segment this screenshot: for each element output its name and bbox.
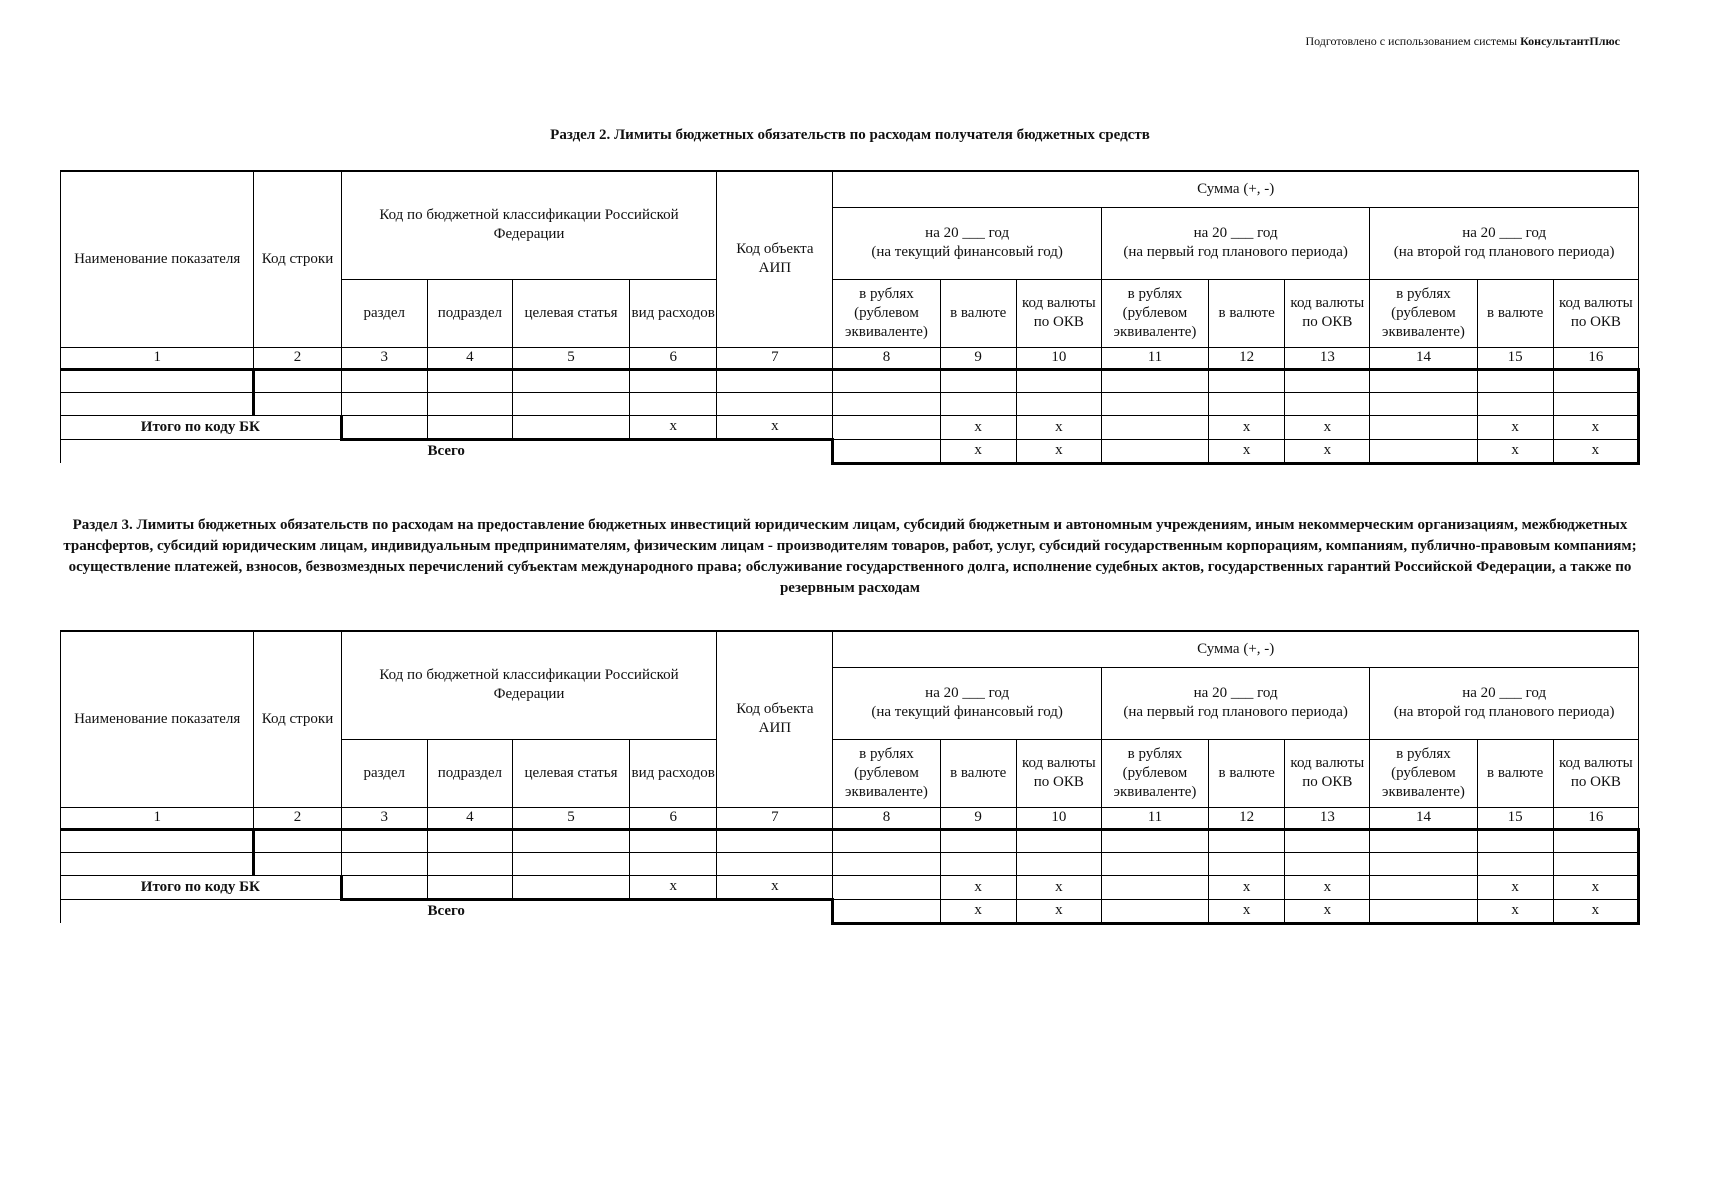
x-mark: x — [1016, 875, 1101, 899]
x-mark: x — [1209, 875, 1285, 899]
name-cell — [61, 829, 254, 852]
x-mark: x — [1553, 439, 1638, 463]
data-cell[interactable] — [630, 369, 717, 392]
column-number: 7 — [717, 347, 833, 369]
year-sub-header: код валюты по ОКВ — [1553, 279, 1638, 347]
data-cell[interactable] — [1016, 852, 1101, 875]
data-cell[interactable] — [833, 875, 940, 899]
data-cell[interactable] — [833, 899, 940, 923]
table-row — [61, 392, 1639, 415]
column-number: 9 — [940, 807, 1016, 829]
data-cell[interactable] — [427, 415, 512, 439]
column-number: 5 — [512, 347, 629, 369]
data-cell[interactable] — [1285, 392, 1370, 415]
table-row — [61, 852, 1639, 875]
note-brand: КонсультантПлюс — [1520, 34, 1620, 48]
bk-sub-header: целевая статья — [512, 739, 629, 807]
data-cell[interactable] — [427, 852, 512, 875]
data-cell[interactable] — [1016, 829, 1101, 852]
data-cell[interactable] — [1477, 852, 1553, 875]
x-mark: x — [940, 875, 1016, 899]
total-bk-label: Итого по коду БК — [61, 415, 342, 439]
data-cell[interactable] — [940, 852, 1016, 875]
column-number: 10 — [1016, 347, 1101, 369]
year-sub-header: в валюте — [1477, 279, 1553, 347]
column-number: 10 — [1016, 807, 1101, 829]
column-number: 14 — [1370, 807, 1477, 829]
total-row — [61, 439, 1639, 463]
x-mark: x — [1553, 899, 1638, 923]
data-cell[interactable] — [341, 369, 427, 392]
data-cell[interactable] — [512, 415, 629, 439]
column-number: 3 — [341, 807, 427, 829]
section-2-table — [60, 170, 1640, 465]
data-cell[interactable] — [1553, 852, 1638, 875]
data-cell[interactable] — [1553, 369, 1638, 392]
x-mark: x — [940, 899, 1016, 923]
year-sub-header: в валюте — [940, 279, 1016, 347]
column-number: 11 — [1101, 347, 1208, 369]
year-header-3: на 20 ___ год (на второй год планового периода) — [1370, 207, 1639, 279]
bk-sub-header: целевая статья — [512, 279, 629, 347]
column-number: 15 — [1477, 807, 1553, 829]
data-cell[interactable] — [254, 852, 341, 875]
column-number: 8 — [833, 807, 940, 829]
x-mark: x — [1285, 415, 1370, 439]
name-cell — [61, 392, 254, 415]
aip-header: Код объекта АИП — [717, 171, 833, 347]
data-cell[interactable] — [341, 852, 427, 875]
data-cell[interactable] — [940, 829, 1016, 852]
section-3-title: Раздел 3. Лимиты бюджетных обязательств по расходам на предоставление бюджетных инвестиций юридическим лицам, субсидий бюджетным и автономным учреждениям, иным некоммерческим организациям, межбюджетных трансфертов, субсидий юридическим лицам, индивидуальным предпринимателям, физическим лицам - производителям товаров, работ, услуг, субсидий государственным корпорациям, компаниям, публично-правовым компаниям; осуществление платежей, взносов, безвозмездных перечислений субъектам международного права; обслуживание государственного долга, исполнение судебных актов, государственных гарантий Российской Федерации, а также по резервным расходам — [63, 517, 1637, 596]
year-sub-header: код валюты по ОКВ — [1016, 739, 1101, 807]
data-cell[interactable] — [1370, 392, 1477, 415]
data-cell[interactable] — [1101, 392, 1208, 415]
column-number: 15 — [1477, 347, 1553, 369]
data-cell[interactable] — [512, 852, 629, 875]
total-bk-label: Итого по коду БК — [61, 875, 342, 899]
total-label: Всего — [61, 439, 833, 463]
data-cell[interactable] — [1209, 369, 1285, 392]
data-cell[interactable] — [254, 369, 341, 392]
data-cell[interactable] — [1285, 829, 1370, 852]
sum-header: Сумма (+, -) — [833, 171, 1639, 207]
data-cell[interactable] — [341, 392, 427, 415]
data-cell[interactable] — [1477, 829, 1553, 852]
year-sub-header: код валюты по ОКВ — [1285, 739, 1370, 807]
data-cell[interactable] — [940, 369, 1016, 392]
bk-sub-header: подраздел — [427, 739, 512, 807]
column-number: 6 — [630, 807, 717, 829]
data-cell[interactable] — [341, 875, 427, 899]
x-mark: x — [717, 415, 833, 439]
column-number: 3 — [341, 347, 427, 369]
data-cell[interactable] — [1370, 369, 1477, 392]
column-number: 16 — [1553, 347, 1638, 369]
data-cell[interactable] — [1101, 369, 1208, 392]
x-mark: x — [1477, 439, 1553, 463]
x-mark: x — [1285, 875, 1370, 899]
data-cell[interactable] — [833, 829, 940, 852]
section-2-title: Раздел 2. Лимиты бюджетных обязательств по расходам получателя бюджетных средств — [550, 127, 1150, 143]
x-mark: x — [1553, 415, 1638, 439]
data-cell[interactable] — [1209, 392, 1285, 415]
data-cell[interactable] — [833, 852, 940, 875]
data-cell[interactable] — [427, 369, 512, 392]
x-mark: x — [940, 439, 1016, 463]
column-number: 1 — [61, 347, 254, 369]
data-cell[interactable] — [254, 829, 341, 852]
year-header-3: на 20 ___ год (на второй год планового периода) — [1370, 667, 1639, 739]
data-cell[interactable] — [630, 852, 717, 875]
data-cell[interactable] — [1209, 852, 1285, 875]
data-cell[interactable] — [1370, 852, 1477, 875]
data-cell[interactable] — [1370, 439, 1477, 463]
data-cell[interactable] — [833, 369, 940, 392]
data-cell[interactable] — [1101, 829, 1208, 852]
name-cell — [61, 852, 254, 875]
x-mark: x — [1209, 899, 1285, 923]
x-mark: x — [1285, 439, 1370, 463]
x-mark: x — [1477, 875, 1553, 899]
x-mark: x — [1553, 875, 1638, 899]
data-cell[interactable] — [717, 392, 833, 415]
total-bk-row — [61, 875, 1639, 899]
x-mark: x — [1209, 439, 1285, 463]
data-cell[interactable] — [1016, 392, 1101, 415]
x-mark: x — [940, 415, 1016, 439]
table-row — [61, 829, 1639, 852]
bk-sub-header: вид расходов — [630, 279, 717, 347]
consultant-plus-note — [1305, 34, 1620, 49]
data-cell[interactable] — [1370, 899, 1477, 923]
x-mark: x — [1016, 899, 1101, 923]
data-cell[interactable] — [512, 875, 629, 899]
year-sub-header: в рублях (рублевом эквиваленте) — [1101, 279, 1208, 347]
total-label: Всего — [61, 899, 833, 923]
data-cell[interactable] — [1101, 439, 1208, 463]
data-cell[interactable] — [630, 829, 717, 852]
total-row — [61, 899, 1639, 923]
column-number: 14 — [1370, 347, 1477, 369]
data-cell[interactable] — [427, 829, 512, 852]
name-header: Наименование показателя — [61, 171, 254, 347]
data-cell[interactable] — [1285, 852, 1370, 875]
code-header: Код строки — [254, 171, 341, 347]
data-cell[interactable] — [512, 829, 629, 852]
year-header-2: на 20 ___ год (на первый год планового периода) — [1101, 207, 1369, 279]
data-cell[interactable] — [717, 852, 833, 875]
data-cell[interactable] — [1370, 829, 1477, 852]
year-sub-header: код валюты по ОКВ — [1553, 739, 1638, 807]
x-mark: x — [1285, 899, 1370, 923]
x-mark: x — [630, 415, 717, 439]
code-header: Код строки — [254, 631, 341, 807]
x-mark: x — [1477, 899, 1553, 923]
data-cell[interactable] — [1553, 392, 1638, 415]
column-number: 4 — [427, 807, 512, 829]
column-number: 7 — [717, 807, 833, 829]
bk-sub-header: раздел — [341, 279, 427, 347]
year-header-1: на 20 ___ год (на текущий финансовый год) — [833, 207, 1101, 279]
data-cell[interactable] — [1370, 415, 1477, 439]
data-cell[interactable] — [940, 392, 1016, 415]
note-prefix: Подготовлено с использованием системы — [1305, 34, 1518, 48]
year-sub-header: в рублях (рублевом эквиваленте) — [1370, 279, 1477, 347]
year-sub-header: в рублях (рублевом эквиваленте) — [1101, 739, 1208, 807]
table-row — [61, 369, 1639, 392]
year-sub-header: в валюте — [1477, 739, 1553, 807]
year-sub-header: код валюты по ОКВ — [1016, 279, 1101, 347]
year-header-2: на 20 ___ год (на первый год планового периода) — [1101, 667, 1369, 739]
data-cell[interactable] — [833, 392, 940, 415]
year-sub-header: в валюте — [1209, 739, 1285, 807]
year-header-1: на 20 ___ год (на текущий финансовый год) — [833, 667, 1101, 739]
year-sub-header: в рублях (рублевом эквиваленте) — [833, 739, 940, 807]
column-number: 1 — [61, 807, 254, 829]
section-3-table — [60, 630, 1640, 925]
x-mark: x — [630, 875, 717, 899]
data-cell[interactable] — [427, 875, 512, 899]
data-cell[interactable] — [1016, 369, 1101, 392]
year-sub-header: в рублях (рублевом эквиваленте) — [833, 279, 940, 347]
data-cell[interactable] — [341, 415, 427, 439]
x-mark: x — [1209, 415, 1285, 439]
bk-sub-header: раздел — [341, 739, 427, 807]
aip-header: Код объекта АИП — [717, 631, 833, 807]
data-cell[interactable] — [1477, 369, 1553, 392]
data-cell[interactable] — [512, 392, 629, 415]
data-cell[interactable] — [833, 439, 940, 463]
data-cell[interactable] — [1101, 875, 1208, 899]
name-cell — [61, 369, 254, 392]
bk-header: Код по бюджетной классификации Российской Федерации — [341, 631, 717, 739]
column-number: 6 — [630, 347, 717, 369]
data-cell[interactable] — [833, 415, 940, 439]
data-cell[interactable] — [512, 369, 629, 392]
column-number: 8 — [833, 347, 940, 369]
x-mark: x — [1016, 415, 1101, 439]
data-cell[interactable] — [1101, 899, 1208, 923]
data-cell[interactable] — [717, 829, 833, 852]
data-cell[interactable] — [717, 369, 833, 392]
column-number: 2 — [254, 807, 341, 829]
column-number: 12 — [1209, 347, 1285, 369]
data-cell[interactable] — [630, 392, 717, 415]
data-cell[interactable] — [341, 829, 427, 852]
data-cell[interactable] — [427, 392, 512, 415]
bk-sub-header: подраздел — [427, 279, 512, 347]
column-number: 9 — [940, 347, 1016, 369]
data-cell[interactable] — [1285, 369, 1370, 392]
year-sub-header: в рублях (рублевом эквиваленте) — [1370, 739, 1477, 807]
column-number: 16 — [1553, 807, 1638, 829]
x-mark: x — [1477, 415, 1553, 439]
data-cell[interactable] — [1209, 829, 1285, 852]
x-mark: x — [1016, 439, 1101, 463]
year-sub-header: в валюте — [1209, 279, 1285, 347]
column-number: 13 — [1285, 807, 1370, 829]
data-cell[interactable] — [1553, 829, 1638, 852]
total-bk-row — [61, 415, 1639, 439]
x-mark: x — [717, 875, 833, 899]
data-cell[interactable] — [254, 392, 341, 415]
year-sub-header: в валюте — [940, 739, 1016, 807]
column-number: 5 — [512, 807, 629, 829]
column-number: 12 — [1209, 807, 1285, 829]
data-cell[interactable] — [1477, 392, 1553, 415]
bk-sub-header: вид расходов — [630, 739, 717, 807]
name-header: Наименование показателя — [61, 631, 254, 807]
column-number: 13 — [1285, 347, 1370, 369]
column-number: 2 — [254, 347, 341, 369]
column-number: 4 — [427, 347, 512, 369]
data-cell[interactable] — [1101, 415, 1208, 439]
data-cell[interactable] — [1101, 852, 1208, 875]
sum-header: Сумма (+, -) — [833, 631, 1639, 667]
data-cell[interactable] — [1370, 875, 1477, 899]
column-number: 11 — [1101, 807, 1208, 829]
year-sub-header: код валюты по ОКВ — [1285, 279, 1370, 347]
bk-header: Код по бюджетной классификации Российской Федерации — [341, 171, 717, 279]
